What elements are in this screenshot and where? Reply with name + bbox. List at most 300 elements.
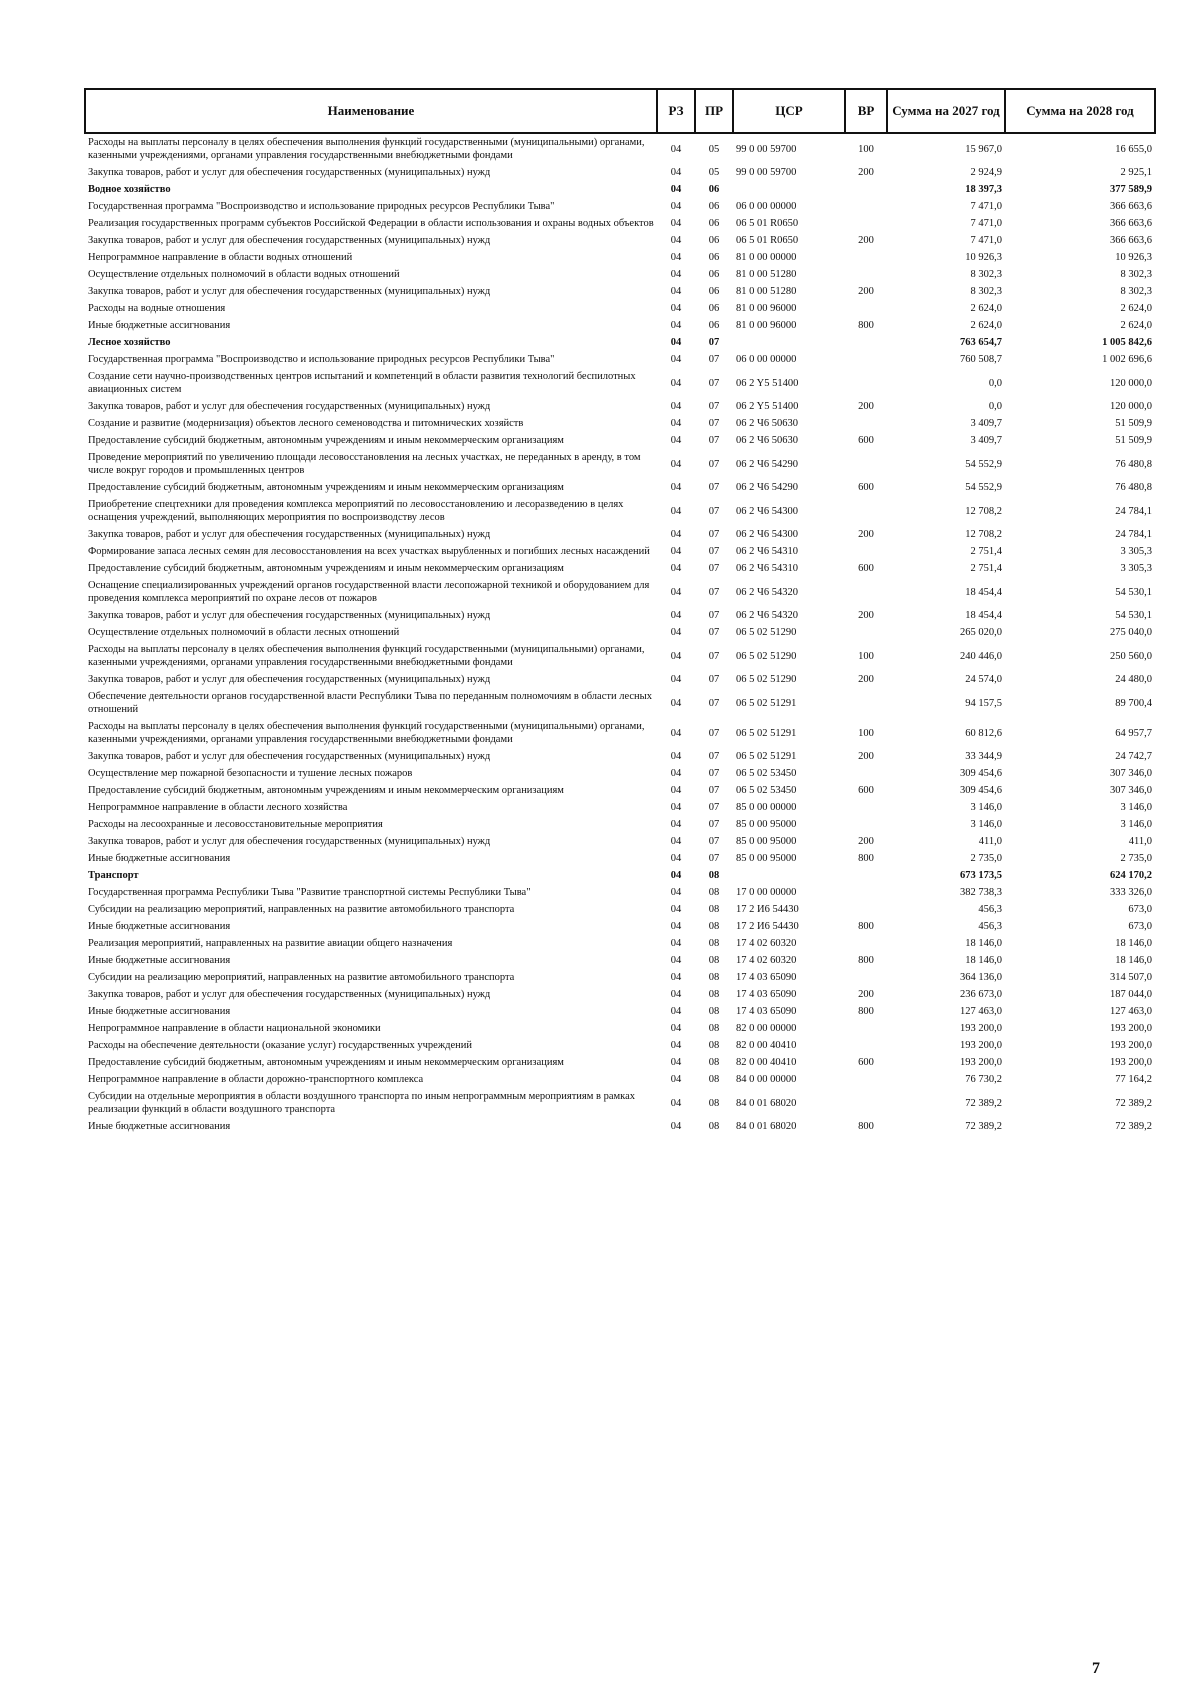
cell-name: Иные бюджетные ассигнования [88, 1006, 231, 1017]
cell-vr [845, 577, 887, 607]
table-row [85, 1003, 1155, 1020]
cell-csr: 17 4 02 60320 [736, 938, 797, 949]
cell-name: Закупка товаров, работ и услуг для обеспечения государственных (муниципальных) нужд [88, 529, 491, 540]
cell-csr: 06 2 Ч6 50630 [736, 418, 798, 429]
cell-vr: 600 [858, 785, 874, 796]
cell-sum-2028: 120 000,0 [1110, 377, 1152, 389]
cell-csr: 17 4 03 65090 [736, 1006, 797, 1017]
cell-pr: 06 [708, 320, 720, 331]
cell-csr: 06 5 02 51290 [736, 627, 797, 638]
cell-csr: 06 2 Y5 51400 [736, 401, 799, 412]
cell-sum-2028: 2 735,0 [1120, 853, 1152, 864]
cell-rz: 04 [670, 505, 682, 517]
cell-name: Непрограммное направление в области национальной экономики [88, 1023, 381, 1034]
cell-pr: 06 [708, 201, 720, 212]
table-row [85, 918, 1155, 935]
cell-pr: 07 [708, 697, 720, 709]
cell-name: Транспорт [88, 870, 139, 881]
cell-sum-2028: 411,0 [1128, 836, 1152, 847]
cell-rz: 04 [670, 143, 682, 155]
cell-sum-2027: 54 552,9 [965, 458, 1002, 470]
cell-rz: 04 [670, 546, 682, 557]
cell-csr: 06 5 02 51291 [736, 751, 797, 762]
cell-vr: 100 [858, 650, 874, 662]
cell-rz: 04 [670, 697, 682, 709]
cell-sum-2027: 18 454,4 [965, 586, 1002, 598]
cell-rz: 04 [670, 819, 682, 830]
cell-sum-2027: 8 302,3 [970, 269, 1002, 280]
cell-sum-2028: 54 530,1 [1115, 586, 1152, 598]
table-row [85, 833, 1155, 850]
table-row [85, 1037, 1155, 1054]
cell-pr: 08 [708, 1006, 720, 1017]
cell-vr: 600 [858, 482, 874, 493]
cell-csr: 06 2 Ч6 54300 [736, 529, 798, 540]
cell-sum-2027: 309 454,6 [960, 785, 1002, 796]
cell-csr: 99 0 00 59700 [736, 143, 797, 155]
cell-name: Субсидии на реализацию мероприятий, направленных на развитие автомобильного транспорта [88, 904, 515, 915]
cell-sum-2027: 76 730,2 [965, 1074, 1002, 1085]
cell-name: Водное хозяйство [88, 184, 171, 195]
cell-pr: 08 [708, 938, 720, 949]
cell-rz: 04 [670, 751, 682, 762]
cell-vr: 100 [858, 727, 874, 739]
cell-rz: 04 [670, 921, 682, 932]
cell-csr: 85 0 00 95000 [736, 853, 797, 864]
table-row [85, 496, 1155, 526]
cell-sum-2027: 456,3 [978, 921, 1002, 932]
cell-pr: 06 [708, 252, 720, 263]
header-csr: ЦСР [733, 89, 845, 133]
cell-pr: 05 [708, 167, 720, 178]
cell-vr [845, 351, 887, 368]
cell-sum-2028: 51 509,9 [1115, 418, 1152, 429]
cell-rz: 04 [670, 401, 682, 412]
cell-name: Предоставление субсидий бюджетным, автономным учреждениям и иным некоммерческим организациям [88, 482, 564, 493]
table-row [85, 334, 1155, 351]
cell-sum-2027: 193 200,0 [960, 1057, 1002, 1068]
cell-sum-2027: 0,0 [988, 377, 1002, 389]
cell-csr: 85 0 00 95000 [736, 836, 797, 847]
cell-sum-2028: 2 624,0 [1120, 320, 1152, 331]
cell-rz: 04 [670, 252, 682, 263]
cell-sum-2027: 15 967,0 [965, 143, 1002, 155]
cell-name: Расходы на выплаты персоналу в целях обеспечения выполнения функций государственными (муниципальными) органами, казенными учреждениями, органами управления государственными внебюджетными фондами [88, 644, 645, 668]
cell-sum-2028: 24 784,1 [1115, 505, 1152, 517]
cell-name: Иные бюджетные ассигнования [88, 1121, 231, 1132]
cell-rz: 04 [670, 674, 682, 685]
cell-rz: 04 [670, 167, 682, 178]
cell-pr: 07 [708, 529, 720, 540]
cell-pr: 06 [708, 269, 720, 280]
table-row [85, 884, 1155, 901]
cell-name: Предоставление субсидий бюджетным, автономным учреждениям и иным некоммерческим организациям [88, 785, 564, 796]
cell-rz: 04 [670, 235, 682, 246]
cell-vr [845, 816, 887, 833]
cell-sum-2028: 366 663,6 [1110, 218, 1152, 229]
cell-vr: 800 [858, 921, 874, 932]
cell-csr: 17 2 И6 54430 [736, 921, 799, 932]
cell-sum-2027: 72 389,2 [965, 1097, 1002, 1109]
cell-vr: 800 [858, 1006, 874, 1017]
cell-vr: 800 [858, 853, 874, 864]
cell-sum-2027: 33 344,9 [965, 751, 1002, 762]
table-row [85, 969, 1155, 986]
cell-sum-2027: 18 146,0 [965, 955, 1002, 966]
cell-rz: 04 [670, 904, 682, 915]
cell-name: Закупка товаров, работ и услуг для обеспечения государственных (муниципальных) нужд [88, 286, 491, 297]
cell-name: Закупка товаров, работ и услуг для обеспечения государственных (муниципальных) нужд [88, 401, 491, 412]
cell-rz: 04 [670, 768, 682, 779]
cell-sum-2028: 624 170,2 [1110, 870, 1152, 881]
cell-name: Лесное хозяйство [88, 337, 171, 348]
cell-name: Создание сети научно-производственных центров испытаний и компетенций в области развития технологий беспилотных авиационных систем [88, 371, 636, 395]
cell-sum-2027: 382 738,3 [960, 887, 1002, 898]
cell-sum-2027: 12 708,2 [965, 529, 1002, 540]
cell-vr: 200 [858, 751, 874, 762]
cell-name: Непрограммное направление в области дорожно-транспортного комплекса [88, 1074, 424, 1085]
cell-sum-2027: 127 463,0 [960, 1006, 1002, 1017]
cell-csr: 82 0 00 00000 [736, 1023, 797, 1034]
cell-vr [845, 415, 887, 432]
cell-name: Закупка товаров, работ и услуг для обеспечения государственных (муниципальных) нужд [88, 167, 491, 178]
cell-rz: 04 [670, 887, 682, 898]
cell-name: Расходы на выплаты персоналу в целях обеспечения выполнения функций государственными (муниципальными) органами, казенными учреждениями, органами управления государственными внебюджетными фондами [88, 721, 645, 745]
cell-csr: 84 0 00 00000 [736, 1074, 797, 1085]
cell-csr: 06 0 00 00000 [736, 201, 797, 212]
table-row [85, 317, 1155, 334]
page-number: 7 [1092, 1660, 1100, 1677]
cell-sum-2028: 54 530,1 [1115, 610, 1152, 621]
cell-name: Расходы на обеспечение деятельности (оказание услуг) государственных учреждений [88, 1040, 472, 1051]
cell-pr: 06 [708, 303, 720, 314]
cell-sum-2027: 411,0 [978, 836, 1002, 847]
cell-vr [845, 969, 887, 986]
cell-rz: 04 [670, 529, 682, 540]
cell-csr: 81 0 00 51280 [736, 286, 797, 297]
table-row [85, 577, 1155, 607]
cell-sum-2027: 2 751,4 [970, 546, 1002, 557]
cell-name: Иные бюджетные ассигнования [88, 320, 231, 331]
cell-name: Закупка товаров, работ и услуг для обеспечения государственных (муниципальных) нужд [88, 751, 491, 762]
cell-name: Формирование запаса лесных семян для лесовосстановления на всех участках вырубленных и погибших лесных насаждений [88, 546, 650, 557]
cell-sum-2027: 2 624,0 [970, 303, 1002, 314]
cell-sum-2027: 7 471,0 [970, 235, 1002, 246]
table-row [85, 351, 1155, 368]
cell-csr: 06 2 Y5 51400 [736, 377, 799, 389]
cell-vr [845, 266, 887, 283]
table-row [85, 415, 1155, 432]
cell-name: Государственная программа Республики Тыва "Развитие транспортной системы Республики Тыва" [88, 887, 531, 898]
cell-csr: 81 0 00 51280 [736, 269, 797, 280]
cell-sum-2028: 193 200,0 [1110, 1023, 1152, 1034]
cell-sum-2028: 24 742,7 [1115, 751, 1152, 762]
cell-csr: 85 0 00 00000 [736, 802, 797, 813]
cell-rz: 04 [670, 286, 682, 297]
cell-sum-2028: 127 463,0 [1110, 1006, 1152, 1017]
cell-vr [845, 215, 887, 232]
cell-pr: 06 [708, 184, 720, 195]
cell-rz: 04 [670, 184, 682, 195]
cell-sum-2028: 366 663,6 [1110, 235, 1152, 246]
cell-vr: 800 [858, 320, 874, 331]
cell-pr: 07 [708, 650, 720, 662]
cell-pr: 08 [708, 955, 720, 966]
cell-csr: 06 5 02 51290 [736, 650, 797, 662]
cell-sum-2027: 3 146,0 [970, 819, 1002, 830]
cell-rz: 04 [670, 354, 682, 365]
cell-rz: 04 [670, 337, 682, 348]
cell-sum-2028: 314 507,0 [1110, 972, 1152, 983]
cell-rz: 04 [670, 320, 682, 331]
header-sum-2028: Сумма на 2028 год [1005, 89, 1155, 133]
cell-vr [845, 901, 887, 918]
cell-vr: 200 [858, 286, 874, 297]
cell-sum-2027: 193 200,0 [960, 1023, 1002, 1034]
cell-csr: 06 2 Ч6 54310 [736, 546, 798, 557]
cell-rz: 04 [670, 458, 682, 470]
cell-vr [845, 198, 887, 215]
cell-pr: 07 [708, 546, 720, 557]
cell-sum-2028: 10 926,3 [1115, 252, 1152, 263]
cell-vr: 600 [858, 1057, 874, 1068]
cell-vr: 200 [858, 836, 874, 847]
cell-sum-2028: 250 560,0 [1110, 650, 1152, 662]
cell-pr: 08 [708, 1121, 720, 1132]
cell-name: Осуществление отдельных полномочий в области лесных отношений [88, 627, 400, 638]
table-row [85, 215, 1155, 232]
table-row [85, 560, 1155, 577]
cell-rz: 04 [670, 870, 682, 881]
cell-name: Непрограммное направление в области лесного хозяйства [88, 802, 348, 813]
table-row [85, 543, 1155, 560]
cell-sum-2028: 193 200,0 [1110, 1040, 1152, 1051]
header-vr: ВР [845, 89, 887, 133]
cell-pr: 07 [708, 586, 720, 598]
cell-sum-2027: 456,3 [978, 904, 1002, 915]
cell-sum-2027: 2 624,0 [970, 320, 1002, 331]
cell-name: Расходы на водные отношения [88, 303, 226, 314]
table-row [85, 799, 1155, 816]
table-row [85, 1071, 1155, 1088]
cell-csr: 85 0 00 95000 [736, 819, 797, 830]
cell-csr [733, 334, 845, 351]
cell-csr: 84 0 01 68020 [736, 1121, 797, 1132]
cell-sum-2028: 8 302,3 [1120, 269, 1152, 280]
cell-csr: 06 5 02 53450 [736, 785, 797, 796]
cell-name: Закупка товаров, работ и услуг для обеспечения государственных (муниципальных) нужд [88, 610, 491, 621]
table-body [85, 133, 1155, 1135]
cell-vr [845, 368, 887, 398]
cell-csr [733, 867, 845, 884]
cell-sum-2028: 366 663,6 [1110, 201, 1152, 212]
cell-csr: 17 0 00 00000 [736, 887, 797, 898]
cell-rz: 04 [670, 836, 682, 847]
table-row [85, 198, 1155, 215]
cell-sum-2028: 3 146,0 [1120, 819, 1152, 830]
cell-pr: 07 [708, 610, 720, 621]
cell-sum-2028: 3 146,0 [1120, 802, 1152, 813]
cell-rz: 04 [670, 1023, 682, 1034]
cell-name: Реализация мероприятий, направленных на развитие авиации общего назначения [88, 938, 453, 949]
cell-vr: 200 [858, 529, 874, 540]
cell-name: Обеспечение деятельности органов государственной власти Республики Тыва по переданным полномочиям в области лесных отношений [88, 691, 652, 715]
cell-pr: 08 [708, 887, 720, 898]
cell-name: Субсидии на отдельные мероприятия в области воздушного транспорта по иным непрограммным мероприятиям в рамках реализации функций в области воздушного транспорта [88, 1091, 636, 1115]
cell-pr: 08 [708, 989, 720, 1000]
cell-csr: 06 2 Ч6 54290 [736, 458, 798, 470]
cell-csr: 06 2 Ч6 54320 [736, 610, 798, 621]
cell-name: Осуществление отдельных полномочий в области водных отношений [88, 269, 400, 280]
cell-vr [845, 449, 887, 479]
cell-csr: 17 4 03 65090 [736, 989, 797, 1000]
table-row [85, 765, 1155, 782]
cell-name: Закупка товаров, работ и услуг для обеспечения государственных (муниципальных) нужд [88, 235, 491, 246]
cell-sum-2027: 763 654,7 [960, 337, 1002, 348]
cell-name: Иные бюджетные ассигнования [88, 921, 231, 932]
cell-pr: 07 [708, 802, 720, 813]
cell-pr: 08 [708, 1057, 720, 1068]
table-row [85, 266, 1155, 283]
cell-csr: 81 0 00 96000 [736, 320, 797, 331]
table-row [85, 1118, 1155, 1135]
cell-sum-2028: 18 146,0 [1115, 938, 1152, 949]
cell-csr: 17 4 02 60320 [736, 955, 797, 966]
cell-name: Государственная программа "Воспроизводство и использование природных ресурсов Республики Тыва" [88, 201, 555, 212]
cell-rz: 04 [670, 1121, 682, 1132]
cell-sum-2027: 18 397,3 [965, 184, 1002, 195]
cell-csr: 17 2 И6 54430 [736, 904, 799, 915]
table-row [85, 952, 1155, 969]
cell-sum-2028: 72 389,2 [1115, 1121, 1152, 1132]
cell-vr: 800 [858, 955, 874, 966]
cell-pr: 07 [708, 458, 720, 470]
cell-sum-2027: 7 471,0 [970, 218, 1002, 229]
cell-pr: 08 [708, 904, 720, 915]
cell-sum-2028: 64 957,7 [1115, 727, 1152, 739]
cell-rz: 04 [670, 938, 682, 949]
cell-sum-2027: 364 136,0 [960, 972, 1002, 983]
header-name: Наименование [85, 89, 657, 133]
header-sum-2027: Сумма на 2027 год [887, 89, 1005, 133]
cell-pr: 08 [708, 1097, 720, 1109]
cell-pr: 07 [708, 337, 720, 348]
cell-vr [845, 765, 887, 782]
table-row [85, 624, 1155, 641]
cell-name: Предоставление субсидий бюджетным, автономным учреждениям и иным некоммерческим организациям [88, 435, 564, 446]
cell-sum-2028: 8 302,3 [1120, 286, 1152, 297]
cell-sum-2028: 333 326,0 [1110, 887, 1152, 898]
cell-pr: 07 [708, 819, 720, 830]
cell-vr: 800 [858, 1121, 874, 1132]
cell-vr: 200 [858, 989, 874, 1000]
cell-sum-2027: 3 409,7 [970, 418, 1002, 429]
table-row [85, 867, 1155, 884]
cell-sum-2027: 3 409,7 [970, 435, 1002, 446]
cell-name: Расходы на выплаты персоналу в целях обеспечения выполнения функций государственными (муниципальными) органами, казенными учреждениями, органами управления государственными внебюджетными фондами [88, 137, 645, 161]
cell-csr: 17 4 03 65090 [736, 972, 797, 983]
cell-sum-2027: 24 574,0 [965, 674, 1002, 685]
cell-name: Приобретение спецтехники для проведения комплекса мероприятий по лесовосстановлению и лесоразведению в целях оснащения учреждений, выполняющих мероприятия по воспроизводству лесов [88, 499, 624, 523]
cell-rz: 04 [670, 1006, 682, 1017]
cell-csr: 81 0 00 00000 [736, 252, 797, 263]
cell-sum-2028: 16 655,0 [1115, 143, 1152, 155]
cell-name: Расходы на лесоохранные и лесовосстановительные мероприятия [88, 819, 383, 830]
cell-vr [845, 1071, 887, 1088]
cell-sum-2027: 760 508,7 [960, 354, 1002, 365]
cell-sum-2028: 24 480,0 [1115, 674, 1152, 685]
cell-csr: 06 5 02 53450 [736, 768, 797, 779]
cell-pr: 07 [708, 674, 720, 685]
table-row [85, 181, 1155, 198]
cell-rz: 04 [670, 563, 682, 574]
cell-vr [845, 543, 887, 560]
cell-sum-2027: 94 157,5 [965, 697, 1002, 709]
cell-sum-2028: 187 044,0 [1110, 989, 1152, 1000]
cell-name: Предоставление субсидий бюджетным, автономным учреждениям и иным некоммерческим организациям [88, 563, 564, 574]
cell-csr: 06 0 00 00000 [736, 354, 797, 365]
table-row [85, 782, 1155, 799]
cell-rz: 04 [670, 586, 682, 598]
cell-name: Осуществление мер пожарной безопасности и тушение лесных пожаров [88, 768, 413, 779]
cell-vr [845, 334, 887, 351]
cell-rz: 04 [670, 377, 682, 389]
cell-sum-2027: 3 146,0 [970, 802, 1002, 813]
table-row [85, 249, 1155, 266]
cell-sum-2027: 265 020,0 [960, 627, 1002, 638]
cell-sum-2027: 2 751,4 [970, 563, 1002, 574]
cell-rz: 04 [670, 650, 682, 662]
cell-sum-2028: 3 305,3 [1120, 563, 1152, 574]
cell-name: Закупка товаров, работ и услуг для обеспечения государственных (муниципальных) нужд [88, 674, 491, 685]
cell-pr: 07 [708, 563, 720, 574]
cell-name: Закупка товаров, работ и услуг для обеспечения государственных (муниципальных) нужд [88, 989, 491, 1000]
cell-sum-2028: 275 040,0 [1110, 627, 1152, 638]
cell-csr: 06 2 Ч6 50630 [736, 435, 798, 446]
table-row [85, 1088, 1155, 1118]
table-row [85, 526, 1155, 543]
cell-vr [845, 249, 887, 266]
cell-sum-2028: 377 589,9 [1110, 184, 1152, 195]
cell-pr: 07 [708, 785, 720, 796]
cell-vr: 600 [858, 563, 874, 574]
table-row [85, 607, 1155, 624]
cell-rz: 04 [670, 785, 682, 796]
cell-sum-2027: 236 673,0 [960, 989, 1002, 1000]
cell-sum-2028: 193 200,0 [1110, 1057, 1152, 1068]
cell-sum-2028: 89 700,4 [1115, 697, 1152, 709]
table-row [85, 398, 1155, 415]
table-row [85, 300, 1155, 317]
cell-csr: 84 0 01 68020 [736, 1097, 797, 1109]
cell-rz: 04 [670, 989, 682, 1000]
cell-sum-2027: 8 302,3 [970, 286, 1002, 297]
cell-sum-2028: 673,0 [1128, 904, 1152, 915]
cell-pr: 07 [708, 627, 720, 638]
cell-pr: 08 [708, 1040, 720, 1051]
cell-sum-2028: 18 146,0 [1115, 955, 1152, 966]
cell-name: Иные бюджетные ассигнования [88, 955, 231, 966]
table-row [85, 164, 1155, 181]
cell-rz: 04 [670, 853, 682, 864]
cell-sum-2028: 120 000,0 [1110, 401, 1152, 412]
header-pr: ПР [695, 89, 733, 133]
cell-pr: 07 [708, 418, 720, 429]
table-row [85, 850, 1155, 867]
cell-pr: 06 [708, 286, 720, 297]
cell-pr: 07 [708, 727, 720, 739]
table-row [85, 479, 1155, 496]
